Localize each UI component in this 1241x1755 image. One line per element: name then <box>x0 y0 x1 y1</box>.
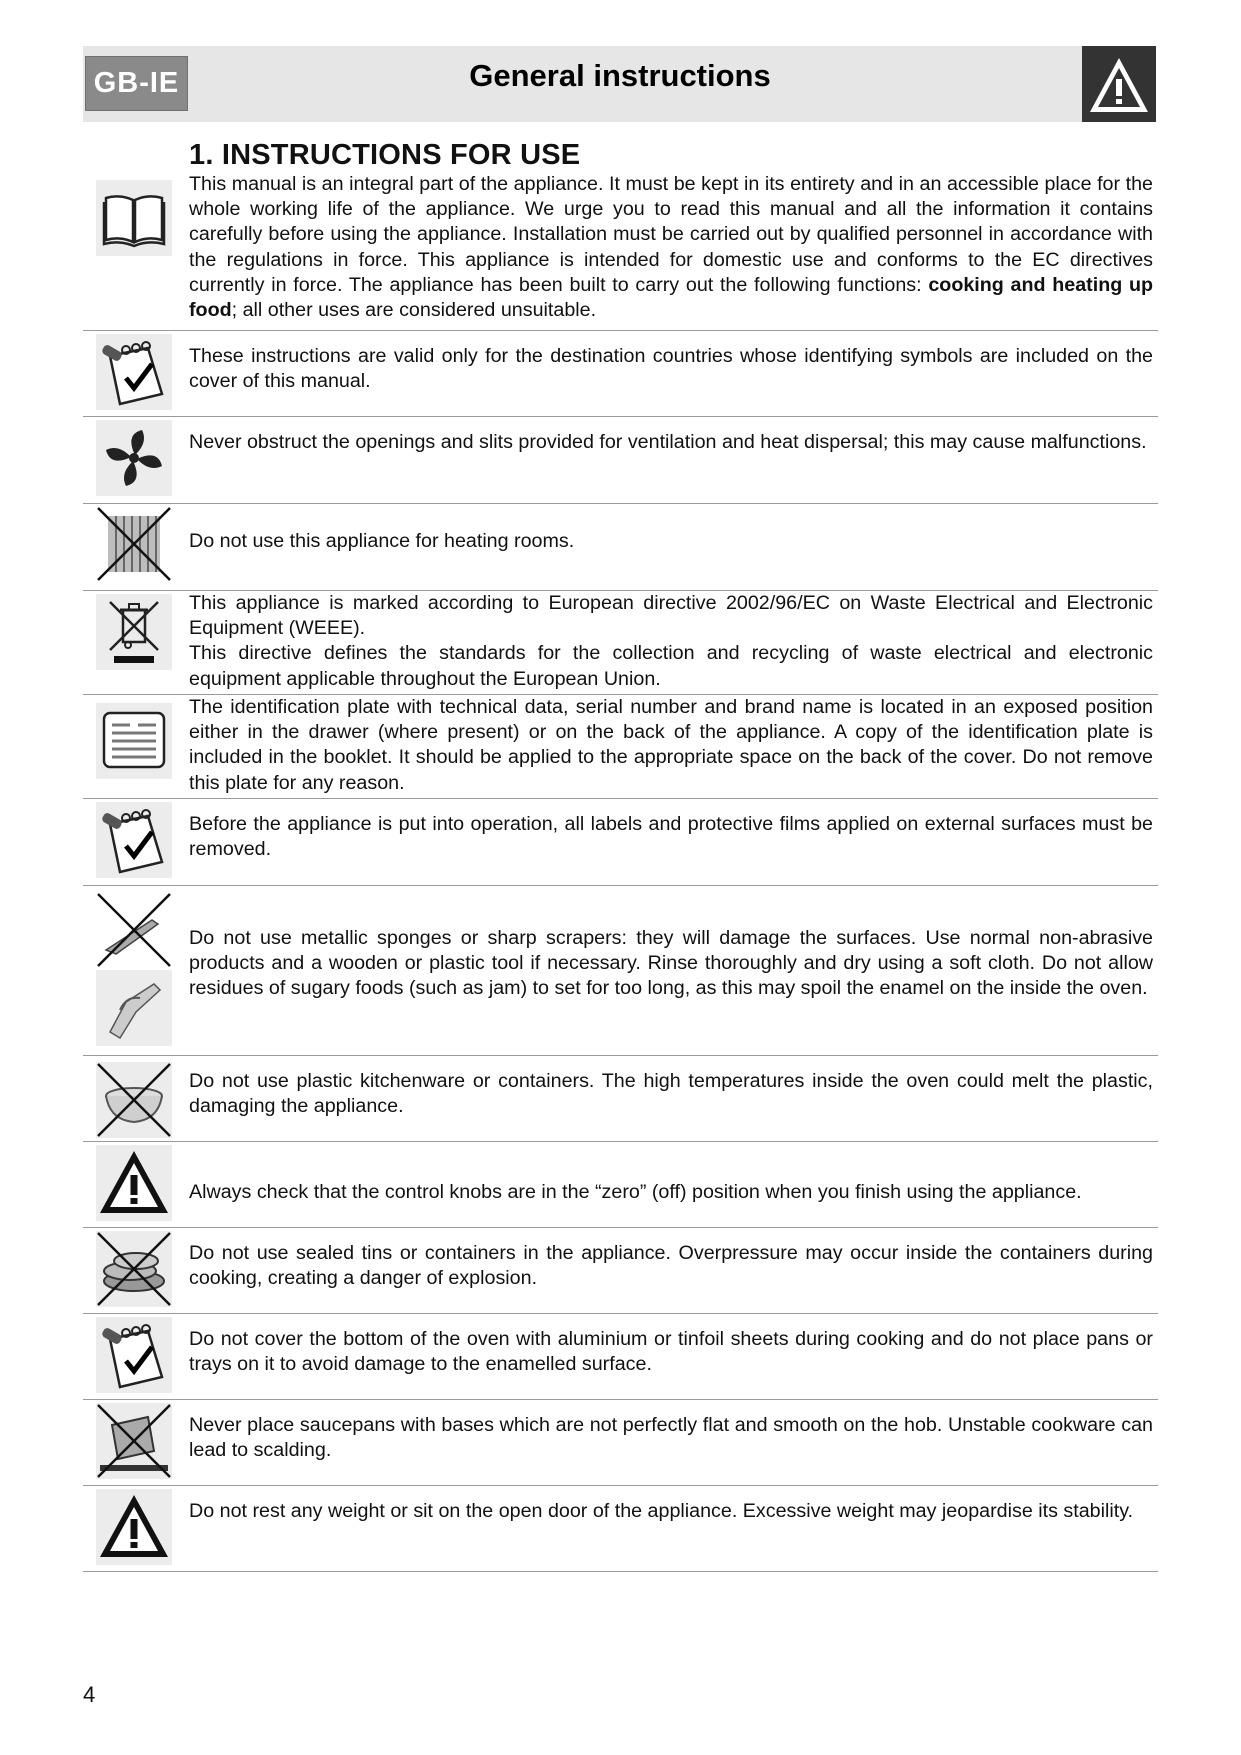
instruction-text: Do not use plastic kitchenware or containers. The high temperatures inside the oven could melt the plastic, damaging the appliance. <box>189 1070 1153 1118</box>
crossed-tins-icon <box>96 1231 172 1307</box>
header-warning-icon <box>1082 46 1156 122</box>
instruction-text: The identification plate with technical data, serial number and brand name is located in an exposed position either in the drawer (where present) or on the back of the appliance. A copy of the identification plate is included in the booklet. It should be applied to the appropriate space on the back of the cover. Do not remove this plate for any reason. <box>189 696 1153 794</box>
divider <box>83 885 1158 886</box>
warning-triangle-icon <box>96 1145 172 1221</box>
weee-bin-icon <box>96 594 172 670</box>
page-number: 4 <box>83 1682 96 1707</box>
section-title: 1. INSTRUCTIONS FOR USE <box>189 139 581 171</box>
notepad-check-icon <box>96 1317 172 1393</box>
instruction-text: Always check that the control knobs are in the “zero” (off) position when you finish using the appliance. <box>189 1181 1082 1203</box>
instruction-text: This manual is an integral part of the appliance. It must be kept in its entirety and in an accessible place for the whole working life of the appliance. We urge you to read this manual and all the information it contains carefully before using the appliance. Installation must be carried out by qualified personnel in accordance with the regulations in force. This appliance is intended for domestic use and conforms to the EC directives currently in force. The appliance has been built to carry out the following functions: cooking and heating up food; all other uses are considered unsuitable. <box>189 173 1154 322</box>
fan-icon <box>96 420 172 496</box>
instruction-text: Do not use sealed tins or containers in the appliance. Overpressure may occur inside the containers during cooking, creating a danger of explosion. <box>189 1242 1153 1290</box>
warning-triangle-icon <box>96 1489 172 1565</box>
crossed-saucepan-icon <box>96 1403 172 1479</box>
crossed-radiator-icon <box>96 506 172 582</box>
divider <box>83 330 1158 331</box>
divider <box>83 503 1158 504</box>
crossed-plastic-bowl-icon <box>96 1062 172 1138</box>
divider <box>83 1313 1158 1314</box>
divider <box>83 1055 1158 1056</box>
instruction-text: Do not use this appliance for heating rooms. <box>189 530 575 552</box>
instruction-text: Do not use metallic sponges or sharp scrapers: they will damage the surfaces. Use normal non-abrasive products and a wooden or plastic tool if necessary. Rinse thoroughly and dry using a soft cloth. Do not allow residues of sugary foods (such as jam) to set for too long, as this may spoil the enamel on the inside the oven. <box>189 927 1153 1000</box>
crossed-scraper-icon <box>96 892 172 1046</box>
instruction-text: This appliance is marked according to European directive 2002/96/EC on Waste Electrical and Electronic Equipment (WEEE). This directive defines the standards for the collection and recycling of waste electrical and electronic equipment applicable throughout the European Union. <box>189 592 1153 690</box>
language-badge: GB-IE <box>85 56 188 111</box>
instruction-text: Never place saucepans with bases which are not perfectly flat and smooth on the hob. Unstable cookware can lead to scalding. <box>189 1414 1153 1462</box>
header-title: General instructions <box>469 58 771 93</box>
divider <box>83 1399 1158 1400</box>
id-plate-icon <box>96 703 172 779</box>
divider <box>83 1571 1158 1572</box>
open-book-icon <box>96 180 172 256</box>
instruction-text: Never obstruct the openings and slits provided for ventilation and heat dispersal; this may cause malfunctions. <box>189 431 1147 453</box>
instruction-text: Do not rest any weight or sit on the open door of the appliance. Excessive weight may jeopardise its stability. <box>189 1500 1134 1522</box>
notepad-check-icon <box>96 802 172 878</box>
divider <box>83 1141 1158 1142</box>
divider <box>83 798 1158 799</box>
notepad-check-icon <box>96 334 172 410</box>
divider <box>83 416 1158 417</box>
divider <box>83 1485 1158 1486</box>
divider <box>83 1227 1158 1228</box>
instruction-text: Before the appliance is put into operation, all labels and protective films applied on external surfaces must be removed. <box>189 813 1153 861</box>
instruction-text: These instructions are valid only for the destination countries whose identifying symbols are included on the cover of this manual. <box>189 345 1153 393</box>
instruction-text: Do not cover the bottom of the oven with aluminium or tinfoil sheets during cooking and do not place pans or trays on it to avoid damage to the enamelled surface. <box>189 1328 1153 1376</box>
